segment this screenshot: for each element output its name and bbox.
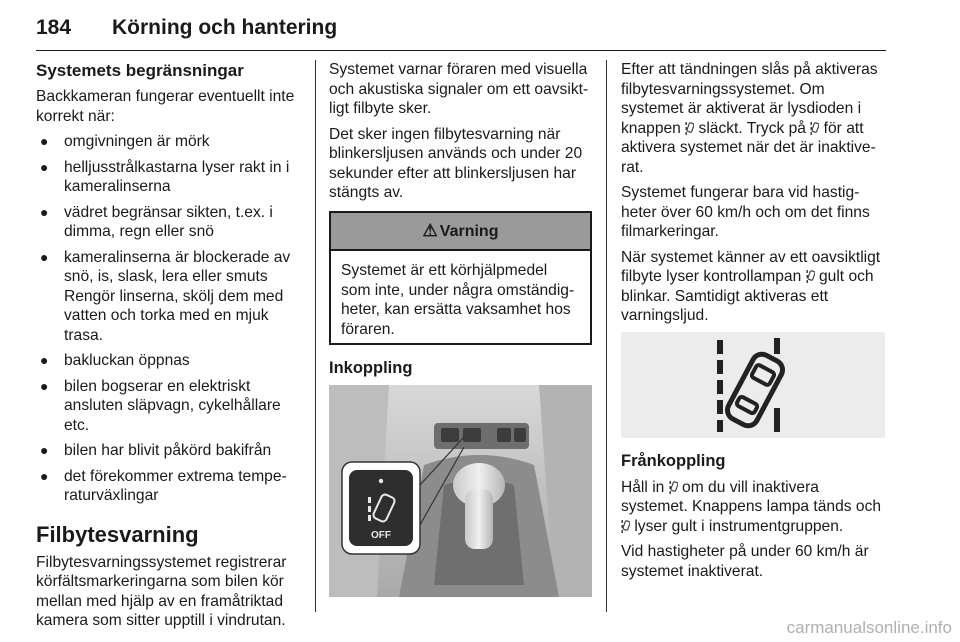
intro-text: Backkameran fungerar eventuellt inte korrekt när: [36,88,295,125]
section-text: Filbytesvarningssystemet registrerar körfältsmarkeringarna som bilen kör mellan med hjälp av en framåtriktad kamera som sitter upptill i vindrutan. [36,553,287,629]
console-photo [329,385,592,597]
warning-text: Systemet är ett körhjälpmedel som inte, under några omständig-heter, kan ersätta vaksamhet hos föraren. [341,262,575,338]
list-item: ● omgivningen är mörk [40,133,210,150]
list-item: ● vädret begränsar sikten, t.ex. i dimma, regn eller snö [40,203,273,240]
limitations-list [36,132,302,506]
lane-departure-button-icon [669,480,678,494]
warning-triangle-icon: ⚠ [422,220,438,240]
subheading-activation: Inkoppling [329,359,413,377]
lane-departure-button-icon [685,121,694,135]
lane-departure-icon-panel [621,332,885,438]
chapter-title: Körning och hantering [112,16,338,39]
paragraph: Det sker ingen filbytesvarning när blinkersljusen används och under 20 sekunder efter att blinkersljusen har stängts av. [329,125,583,201]
section-title: Filbytesvarning [36,521,199,547]
lane-departure-warning-icon [621,332,885,438]
lane-departure-control-lamp-icon [806,269,815,283]
warning-title: Varning [439,222,499,240]
paragraph: Systemet fungerar bara vid hastig-heter över 60 km/h och om det finns filmarkeringar. [621,184,870,240]
warning-box [329,211,592,346]
list-item: ● bakluckan öppnas [40,352,190,369]
paragraph: När systemet känner av ett oavsiktligt filbyte lyser kontrollampan gult och blinkar. Samtidigt aktiveras ett varningsljud. [621,248,881,324]
off-label: OFF [371,530,391,541]
lane-departure-button-icon [810,121,819,135]
section-heading: Systemets begränsningar [36,61,244,80]
paragraph: Håll in om du vill inaktivera systemet. Knappens lampa tänds och lyser gult i instrumentgruppen. [621,478,882,535]
warning-header [331,213,590,252]
page-number: 184 [36,16,72,39]
list-item: ● bilen bogserar en elektriskt ansluten släpvagn, cykelhållare etc. [40,377,281,434]
page-header [36,4,886,51]
column-middle [329,60,592,597]
paragraph: Systemet varnar föraren med visuella och akustiska signaler om ett oavsikt-ligt filbyte sker. [329,61,589,117]
column-divider [606,60,607,612]
watermark: carmanualsonline.info [786,618,952,637]
list-item: ● kameralinserna är blockerade av snö, is, slask, lera eller smuts Rengör linserna, skölj dem med vatten och torka med en mjuk trasa. [40,248,291,344]
column-left [36,60,302,637]
paragraph: Efter att tändningen slås på aktiveras filbytesvarningssystemet. Om systemet är aktiverat är lysdioden i knappen släckt. Tryck på för att aktivera systemet när det är inaktive-rat. [621,61,878,176]
subheading-deactivation: Frånkoppling [621,451,726,470]
column-right [621,60,885,587]
list-item: ● helljusstrålkastarna lyser rakt in i kameralinserna [40,158,290,195]
list-item: ● bilen har blivit påkörd bakifrån [40,442,272,459]
paragraph: Vid hastigheter på under 60 km/h är systemet inaktiverat. [621,543,869,580]
lane-departure-button-icon [621,519,630,533]
list-item: ● det förekommer extrema tempe-raturväxlingar [40,467,287,504]
column-divider [315,60,316,612]
